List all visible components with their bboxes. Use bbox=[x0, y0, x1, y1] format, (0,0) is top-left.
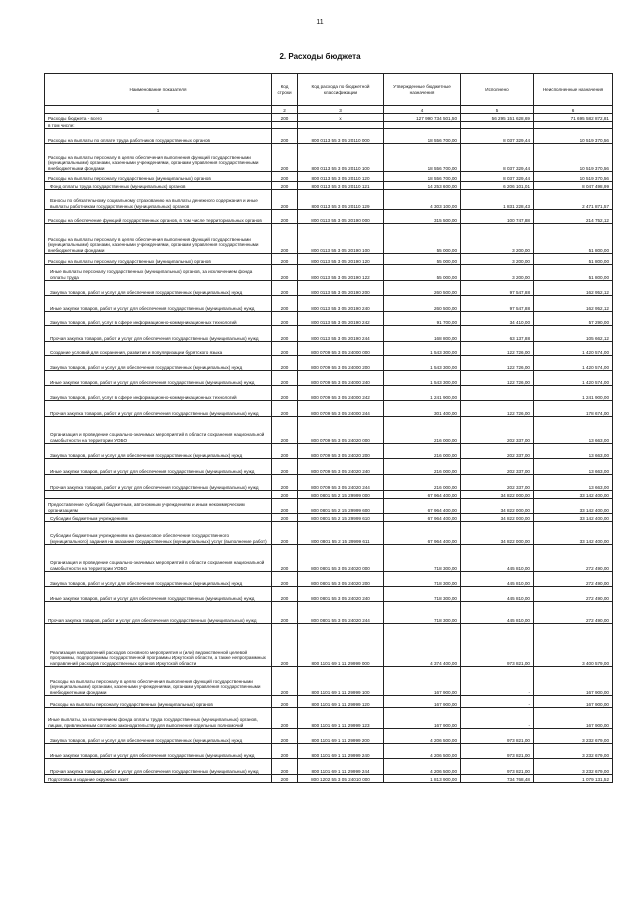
row-kbk-code: 800 0709 55 3 05 24000 244 bbox=[298, 401, 384, 417]
row-approved-amount: 167 900,00 bbox=[384, 696, 461, 708]
table-row bbox=[45, 775, 613, 783]
header-line-code: Код строки bbox=[272, 74, 298, 106]
table-row bbox=[45, 572, 613, 587]
row-executed-amount: 122 726,00 bbox=[461, 342, 534, 356]
table-row bbox=[45, 312, 613, 326]
row-kbk-code bbox=[298, 122, 384, 129]
row-kbk-code: 800 0113 55 3 05 20110 121 bbox=[298, 182, 384, 190]
row-executed-amount: 3 200,00 bbox=[461, 224, 534, 254]
row-executed-amount: 34 822 000,00 bbox=[461, 499, 534, 514]
row-executed-amount: 202 337,00 bbox=[461, 459, 534, 475]
row-line-code: 200 bbox=[272, 296, 298, 312]
row-kbk-code: 800 0801 55 2 15 29999 000 bbox=[298, 491, 384, 499]
row-kbk-code: 800 0113 55 3 05 20190 242 bbox=[298, 312, 384, 326]
row-kbk-code: 800 0113 55 3 05 20190 200 bbox=[298, 281, 384, 296]
row-name: Иные закупки товаров, работ и услуг для обеспечения государственных (муниципальных) нужд bbox=[45, 371, 272, 386]
row-executed-amount: 34 410,00 bbox=[461, 312, 534, 326]
row-name: Иные закупки товаров, работ и услуг для обеспечения государственных (муниципальных) нужд bbox=[45, 459, 272, 475]
row-name: Закупка товаров, работ и услуг для обеспечения государственных (муниципальных) нужд bbox=[45, 281, 272, 296]
row-approved-amount: 1 813 900,00 bbox=[384, 775, 461, 783]
row-unexecuted-amount: 272 490,00 bbox=[534, 545, 613, 572]
row-name: Прочая закупка товаров, работ и услуг для обеспечения государственных (муниципальных) нужд bbox=[45, 475, 272, 491]
row-executed-amount: 8 037 329,44 bbox=[461, 172, 534, 182]
table-row bbox=[45, 708, 613, 729]
table-row bbox=[45, 224, 613, 254]
row-name: Закупка товаров, работ, услуг в сфере информационно-коммуникационных технологий bbox=[45, 386, 272, 401]
row-line-code: 200 bbox=[272, 401, 298, 417]
row-kbk-code: 800 0113 55 3 05 20190 100 bbox=[298, 224, 384, 254]
row-kbk-code: 800 0113 55 3 05 20190 120 bbox=[298, 254, 384, 265]
row-executed-amount: 3 200,00 bbox=[461, 254, 534, 265]
expenses-table bbox=[44, 73, 613, 783]
table-row bbox=[45, 514, 613, 522]
row-name: Расходы на выплаты персоналу государственных (муниципальных) органов bbox=[45, 254, 272, 265]
table-row bbox=[45, 356, 613, 371]
row-unexecuted-amount: 33 142 400,00 bbox=[534, 514, 613, 522]
row-unexecuted-amount bbox=[534, 122, 613, 129]
row-approved-amount: 167 900,00 bbox=[384, 708, 461, 729]
row-unexecuted-amount: 51 800,00 bbox=[534, 224, 613, 254]
row-name: Расходы на обеспечение функций государственных органов, в том числе территориальных органов bbox=[45, 210, 272, 224]
table-row bbox=[45, 459, 613, 475]
row-unexecuted-amount: 3 232 679,00 bbox=[534, 729, 613, 744]
table-row bbox=[45, 475, 613, 491]
page-number: 11 bbox=[316, 19, 324, 26]
row-approved-amount: 216 000,00 bbox=[384, 417, 461, 444]
row-approved-amount: 315 500,00 bbox=[384, 210, 461, 224]
table-row bbox=[45, 190, 613, 210]
table-row bbox=[45, 744, 613, 759]
row-unexecuted-amount: 1 420 574,00 bbox=[534, 371, 613, 386]
row-approved-amount: 55 000,00 bbox=[384, 265, 461, 281]
table-body bbox=[45, 114, 613, 783]
row-name: Закупка товаров, работ и услуг для обеспечения государственных (муниципальных) нужд bbox=[45, 356, 272, 371]
row-unexecuted-amount: 13 663,00 bbox=[534, 459, 613, 475]
row-line-code: 200 bbox=[272, 312, 298, 326]
row-kbk-code: 800 0113 55 3 05 20190 240 bbox=[298, 296, 384, 312]
table-row bbox=[45, 522, 613, 545]
row-line-code: 200 bbox=[272, 572, 298, 587]
table-row bbox=[45, 759, 613, 775]
row-approved-amount: 127 990 734 501,50 bbox=[384, 114, 461, 122]
row-kbk-code: x bbox=[298, 114, 384, 122]
row-name: Прочая закупка товаров, работ и услуг для обеспечения государственных (муниципальных) нужд bbox=[45, 326, 272, 342]
row-name: Закупка товаров, работ и услуг для обеспечения государственных (муниципальных) нужд bbox=[45, 729, 272, 744]
row-name: Иные выплаты персоналу государственных (муниципальных) органов, за исключением фонда оплаты труда bbox=[45, 265, 272, 281]
col-number: 4 bbox=[384, 106, 461, 114]
row-line-code bbox=[272, 122, 298, 129]
row-executed-amount: 34 822 000,00 bbox=[461, 522, 534, 545]
row-name: Фонд оплаты труда государственных (муниципальных) органов bbox=[45, 182, 272, 190]
row-unexecuted-amount: 272 490,00 bbox=[534, 602, 613, 624]
table-row bbox=[45, 417, 613, 444]
row-approved-amount bbox=[384, 122, 461, 129]
table-row bbox=[45, 491, 613, 499]
row-unexecuted-amount: 51 800,00 bbox=[534, 265, 613, 281]
row-name: Закупка товаров, работ и услуг для обеспечения государственных (муниципальных) нужд bbox=[45, 572, 272, 587]
row-line-code: 200 bbox=[272, 210, 298, 224]
row-kbk-code: 800 0113 55 3 05 20190 122 bbox=[298, 265, 384, 281]
row-kbk-code: 800 0709 55 3 05 24000 200 bbox=[298, 356, 384, 371]
row-name: Прочая закупка товаров, работ и услуг для обеспечения государственных (муниципальных) нужд bbox=[45, 759, 272, 775]
row-approved-amount: 1 241 900,00 bbox=[384, 386, 461, 401]
row-unexecuted-amount: 33 142 400,00 bbox=[534, 499, 613, 514]
row-name: Расходы на выплаты персоналу в целях обеспечения выполнения функций государственными (муниципальными) органами, казенными учреждениями, органами управления государственными внебюджетными фондами bbox=[45, 667, 272, 696]
row-executed-amount: 100 747,88 bbox=[461, 210, 534, 224]
row-approved-amount: 55 000,00 bbox=[384, 224, 461, 254]
row-kbk-code: 800 0113 55 3 05 20110 000 bbox=[298, 129, 384, 144]
table-row bbox=[45, 401, 613, 417]
row-name: Иные выплаты, за исключением фонда оплаты труда государственных (муниципальных) органов, лицам, привлекаемым согласно законодательству для выполнения отдельных полномочий bbox=[45, 708, 272, 729]
table-row bbox=[45, 296, 613, 312]
row-unexecuted-amount: 214 752,12 bbox=[534, 210, 613, 224]
row-executed-amount: 973 821,00 bbox=[461, 744, 534, 759]
row-kbk-code: 800 0113 55 3 05 20110 129 bbox=[298, 190, 384, 210]
row-executed-amount: 56 295 151 628,69 bbox=[461, 114, 534, 122]
table-row bbox=[45, 281, 613, 296]
row-executed-amount: 1 831 228,43 bbox=[461, 190, 534, 210]
row-line-code: 200 bbox=[272, 356, 298, 371]
row-line-code: 200 bbox=[272, 708, 298, 729]
row-unexecuted-amount: 105 662,12 bbox=[534, 326, 613, 342]
row-approved-amount: 301 400,00 bbox=[384, 401, 461, 417]
section-title: 2. Расходы бюджета bbox=[279, 52, 361, 61]
row-line-code: 200 bbox=[272, 696, 298, 708]
row-name: Организация и проведение социально-значимых мероприятий в области сохранения национальной самобытности на территории УОБО bbox=[45, 545, 272, 572]
row-kbk-code: 800 1101 69 1 11 29999 240 bbox=[298, 744, 384, 759]
row-line-code: 200 bbox=[272, 514, 298, 522]
row-unexecuted-amount: 10 519 370,56 bbox=[534, 172, 613, 182]
row-unexecuted-amount: 10 519 370,56 bbox=[534, 144, 613, 172]
row-line-code: 200 bbox=[272, 417, 298, 444]
row-unexecuted-amount: 71 695 582 872,81 bbox=[534, 114, 613, 122]
row-kbk-code: 800 1101 69 1 11 29999 000 bbox=[298, 624, 384, 667]
row-line-code: 200 bbox=[272, 744, 298, 759]
col-number: 6 bbox=[534, 106, 613, 114]
row-line-code: 200 bbox=[272, 491, 298, 499]
row-executed-amount: 734 768,48 bbox=[461, 775, 534, 783]
row-kbk-code: 800 0709 55 3 05 24020 000 bbox=[298, 417, 384, 444]
row-approved-amount: 216 000,00 bbox=[384, 475, 461, 491]
row-executed-amount: 97 547,88 bbox=[461, 281, 534, 296]
row-kbk-code: 800 0113 55 3 05 20110 120 bbox=[298, 172, 384, 182]
row-unexecuted-amount: 1 420 574,00 bbox=[534, 356, 613, 371]
row-unexecuted-amount: 1 079 131,52 bbox=[534, 775, 613, 783]
row-line-code: 200 bbox=[272, 602, 298, 624]
row-unexecuted-amount: 13 663,00 bbox=[534, 444, 613, 459]
header-executed: Исполнено bbox=[461, 74, 534, 106]
row-unexecuted-amount: 272 490,00 bbox=[534, 572, 613, 587]
table-row bbox=[45, 499, 613, 514]
row-line-code: 200 bbox=[272, 172, 298, 182]
row-name: Реализация направлений расходов основного мероприятия и (или) ведомственной целевой программы, подпрограммы государственной программы Иркутской области, а также непрограммных направлений расходов государственных органов Иркутской области bbox=[45, 624, 272, 667]
row-kbk-code: 800 0709 55 3 05 24020 244 bbox=[298, 475, 384, 491]
table-row bbox=[45, 144, 613, 172]
row-executed-amount: 122 726,00 bbox=[461, 371, 534, 386]
row-unexecuted-amount: 3 232 679,00 bbox=[534, 744, 613, 759]
row-executed-amount: 122 726,00 bbox=[461, 356, 534, 371]
column-number-row bbox=[45, 106, 613, 114]
row-executed-amount: 445 810,00 bbox=[461, 602, 534, 624]
row-executed-amount: 973 821,00 bbox=[461, 729, 534, 744]
row-executed-amount: 97 547,88 bbox=[461, 296, 534, 312]
row-approved-amount: 718 300,00 bbox=[384, 602, 461, 624]
table-row bbox=[45, 624, 613, 667]
header-unexecuted: Неисполненные назначения bbox=[534, 74, 613, 106]
row-approved-amount: 91 700,00 bbox=[384, 312, 461, 326]
row-unexecuted-amount: 51 800,00 bbox=[534, 254, 613, 265]
row-name: Расходы на выплаты персоналу в целях обеспечения выполнения функций государственными (муниципальными) органами, казенными учреждениями, органами управления государственными внебюджетными фондами bbox=[45, 224, 272, 254]
table-row bbox=[45, 545, 613, 572]
row-name: Иные закупки товаров, работ и услуг для обеспечения государственных (муниципальных) нужд bbox=[45, 587, 272, 602]
table-row bbox=[45, 444, 613, 459]
row-line-code: 200 bbox=[272, 729, 298, 744]
row-approved-amount: 18 556 700,00 bbox=[384, 172, 461, 182]
row-name: Закупка товаров, работ и услуг для обеспечения государственных (муниципальных) нужд bbox=[45, 444, 272, 459]
row-unexecuted-amount: 167 900,00 bbox=[534, 708, 613, 729]
row-executed-amount: 8 037 329,44 bbox=[461, 144, 534, 172]
row-name bbox=[45, 491, 272, 499]
row-kbk-code: 800 1101 69 1 11 29999 200 bbox=[298, 729, 384, 744]
row-line-code: 200 bbox=[272, 129, 298, 144]
row-approved-amount: 55 000,00 bbox=[384, 254, 461, 265]
row-name: Иные закупки товаров, работ и услуг для обеспечения государственных (муниципальных) нужд bbox=[45, 744, 272, 759]
row-kbk-code: 800 0801 55 3 05 24020 000 bbox=[298, 545, 384, 572]
row-line-code: 200 bbox=[272, 190, 298, 210]
row-kbk-code: 800 0801 55 3 05 24020 200 bbox=[298, 572, 384, 587]
table-row bbox=[45, 371, 613, 386]
row-approved-amount: 4 206 500,00 bbox=[384, 744, 461, 759]
row-approved-amount: 67 964 400,00 bbox=[384, 499, 461, 514]
row-approved-amount: 4 303 100,00 bbox=[384, 190, 461, 210]
row-kbk-code: 800 0801 55 3 05 24020 244 bbox=[298, 602, 384, 624]
row-executed-amount: 202 337,00 bbox=[461, 444, 534, 459]
row-kbk-code: 800 0801 55 2 15 29999 610 bbox=[298, 514, 384, 522]
row-approved-amount: 4 206 500,00 bbox=[384, 729, 461, 744]
row-kbk-code: 800 0801 55 2 15 29999 600 bbox=[298, 499, 384, 514]
row-unexecuted-amount: 8 047 498,99 bbox=[534, 182, 613, 190]
row-executed-amount: - bbox=[461, 667, 534, 696]
row-kbk-code: 800 1101 69 1 11 29999 244 bbox=[298, 759, 384, 775]
row-name: Организация и проведение социально-значимых мероприятий в области сохранения национальной самобытности на территории УОБО bbox=[45, 417, 272, 444]
row-kbk-code: 800 0801 55 2 15 29999 611 bbox=[298, 522, 384, 545]
row-unexecuted-amount: 1 420 574,00 bbox=[534, 342, 613, 356]
table-row bbox=[45, 129, 613, 144]
row-unexecuted-amount: 162 952,12 bbox=[534, 281, 613, 296]
row-line-code: 200 bbox=[272, 587, 298, 602]
row-approved-amount: 18 556 700,00 bbox=[384, 129, 461, 144]
row-name: Расходы на выплаты по оплате труда работников государственных органов bbox=[45, 129, 272, 144]
row-unexecuted-amount: 272 490,00 bbox=[534, 587, 613, 602]
row-executed-amount: 6 206 101,01 bbox=[461, 182, 534, 190]
header-kbk: Код расхода по бюджетной классификации bbox=[298, 74, 384, 106]
row-kbk-code: 800 1101 69 1 11 29999 120 bbox=[298, 696, 384, 708]
row-approved-amount: 18 556 700,00 bbox=[384, 144, 461, 172]
row-approved-amount: 1 543 300,00 bbox=[384, 356, 461, 371]
row-line-code: 200 bbox=[272, 265, 298, 281]
row-line-code: 200 bbox=[272, 342, 298, 356]
row-executed-amount bbox=[461, 122, 534, 129]
row-line-code: 200 bbox=[272, 144, 298, 172]
row-line-code: 200 bbox=[272, 459, 298, 475]
row-approved-amount: 14 253 600,00 bbox=[384, 182, 461, 190]
row-unexecuted-amount: 167 900,00 bbox=[534, 696, 613, 708]
row-line-code: 200 bbox=[272, 624, 298, 667]
table-row bbox=[45, 342, 613, 356]
row-unexecuted-amount: 2 471 871,57 bbox=[534, 190, 613, 210]
row-line-code: 200 bbox=[272, 475, 298, 491]
table-row bbox=[45, 172, 613, 182]
row-kbk-code: 800 0709 55 3 05 24020 200 bbox=[298, 444, 384, 459]
row-line-code: 200 bbox=[272, 499, 298, 514]
row-unexecuted-amount: 167 900,00 bbox=[534, 667, 613, 696]
row-unexecuted-amount: 33 142 400,00 bbox=[534, 491, 613, 499]
row-executed-amount: 973 821,00 bbox=[461, 759, 534, 775]
table-row bbox=[45, 729, 613, 744]
row-kbk-code: 800 0709 55 3 05 24020 240 bbox=[298, 459, 384, 475]
row-name: Расходы бюджета - всего bbox=[45, 114, 272, 122]
row-executed-amount: 445 810,00 bbox=[461, 587, 534, 602]
row-executed-amount: 445 810,00 bbox=[461, 545, 534, 572]
row-unexecuted-amount: 57 290,00 bbox=[534, 312, 613, 326]
row-approved-amount: 67 964 400,00 bbox=[384, 522, 461, 545]
col-number: 2 bbox=[272, 106, 298, 114]
row-name: Расходы на выплаты персоналу государственных (муниципальных) органов bbox=[45, 696, 272, 708]
col-number: 3 bbox=[298, 106, 384, 114]
row-executed-amount: 202 337,00 bbox=[461, 475, 534, 491]
row-name: Прочая закупка товаров, работ и услуг для обеспечения государственных (муниципальных) нужд bbox=[45, 401, 272, 417]
col-number: 1 bbox=[45, 106, 272, 114]
row-name: Иные закупки товаров, работ и услуг для обеспечения государственных (муниципальных) нужд bbox=[45, 296, 272, 312]
table-row bbox=[45, 696, 613, 708]
table-row bbox=[45, 587, 613, 602]
row-kbk-code: 800 1101 69 1 11 29999 123 bbox=[298, 708, 384, 729]
row-approved-amount: 4 206 500,00 bbox=[384, 759, 461, 775]
row-executed-amount: 445 810,00 bbox=[461, 572, 534, 587]
row-kbk-code: 800 0113 55 3 05 20190 000 bbox=[298, 210, 384, 224]
row-line-code: 200 bbox=[272, 444, 298, 459]
row-name: Прочая закупка товаров, работ и услуг для обеспечения государственных (муниципальных) нужд bbox=[45, 602, 272, 624]
row-line-code: 200 bbox=[272, 254, 298, 265]
row-executed-amount: 122 726,00 bbox=[461, 401, 534, 417]
row-unexecuted-amount: 1 241 900,00 bbox=[534, 386, 613, 401]
header-name: Наименование показателя bbox=[45, 74, 272, 106]
row-approved-amount: 1 543 300,00 bbox=[384, 342, 461, 356]
row-line-code: 200 bbox=[272, 775, 298, 783]
header-approved: Утвержденные бюджетные назначения bbox=[384, 74, 461, 106]
row-name: Расходы на выплаты персоналу в целях обеспечения выполнения функций государственными (муниципальными) органами, казенными учреждениями, органами управления государственными внебюджетными фондами bbox=[45, 144, 272, 172]
row-executed-amount: 202 337,00 bbox=[461, 417, 534, 444]
row-name: Создание условий для сохранения, развития и популяризации бурятского языка bbox=[45, 342, 272, 356]
row-approved-amount: 718 300,00 bbox=[384, 572, 461, 587]
row-executed-amount: 34 822 000,00 bbox=[461, 514, 534, 522]
row-approved-amount: 4 374 400,00 bbox=[384, 624, 461, 667]
col-number: 5 bbox=[461, 106, 534, 114]
header-row bbox=[45, 74, 613, 106]
row-approved-amount: 216 000,00 bbox=[384, 459, 461, 475]
row-name: в том числе: bbox=[45, 122, 272, 129]
row-approved-amount: 168 800,00 bbox=[384, 326, 461, 342]
row-line-code: 200 bbox=[272, 326, 298, 342]
row-approved-amount: 718 300,00 bbox=[384, 545, 461, 572]
row-unexecuted-amount: 3 400 579,00 bbox=[534, 624, 613, 667]
table-row bbox=[45, 667, 613, 696]
row-line-code: 200 bbox=[272, 386, 298, 401]
row-kbk-code: 800 0709 55 3 05 24000 242 bbox=[298, 386, 384, 401]
row-executed-amount: 973 821,00 bbox=[461, 624, 534, 667]
row-executed-amount: - bbox=[461, 708, 534, 729]
row-kbk-code: 800 1101 69 1 11 29999 100 bbox=[298, 667, 384, 696]
row-unexecuted-amount: 13 663,00 bbox=[534, 417, 613, 444]
row-kbk-code: 800 0709 55 3 05 24000 240 bbox=[298, 371, 384, 386]
row-executed-amount: 8 037 329,44 bbox=[461, 129, 534, 144]
row-line-code: 200 bbox=[272, 114, 298, 122]
table-row bbox=[45, 326, 613, 342]
row-line-code: 200 bbox=[272, 224, 298, 254]
row-approved-amount: 1 543 300,00 bbox=[384, 371, 461, 386]
row-kbk-code: 800 1202 55 3 05 24010 000 bbox=[298, 775, 384, 783]
row-approved-amount: 718 300,00 bbox=[384, 587, 461, 602]
row-line-code: 200 bbox=[272, 371, 298, 386]
row-unexecuted-amount: 178 674,00 bbox=[534, 401, 613, 417]
row-line-code: 200 bbox=[272, 281, 298, 296]
row-name: Подготовка и издание окружных газет bbox=[45, 775, 272, 783]
row-name: Закупка товаров, работ, услуг в сфере информационно-коммуникационных технологий bbox=[45, 312, 272, 326]
row-executed-amount: 34 822 000,00 bbox=[461, 491, 534, 499]
row-executed-amount: - bbox=[461, 696, 534, 708]
row-name: Взносы по обязательному социальному страхованию на выплаты денежного содержания и иные выплаты работникам государственных (муниципальных) органов bbox=[45, 190, 272, 210]
row-unexecuted-amount: 33 142 400,00 bbox=[534, 522, 613, 545]
table-row bbox=[45, 182, 613, 190]
row-approved-amount: 260 500,00 bbox=[384, 281, 461, 296]
row-unexecuted-amount: 162 952,12 bbox=[534, 296, 613, 312]
row-name: Субсидии бюджетным учреждениям на финансовое обеспечение государственного (муниципального) задания на оказание государственных (муниципальных) услуг (выполнение работ) bbox=[45, 522, 272, 545]
row-executed-amount: 3 200,00 bbox=[461, 265, 534, 281]
table-row bbox=[45, 254, 613, 265]
table-row bbox=[45, 122, 613, 129]
row-line-code: 200 bbox=[272, 759, 298, 775]
row-name: Субсидии бюджетным учреждениям bbox=[45, 514, 272, 522]
row-unexecuted-amount: 13 663,00 bbox=[534, 475, 613, 491]
table-row bbox=[45, 602, 613, 624]
row-unexecuted-amount: 3 232 679,00 bbox=[534, 759, 613, 775]
row-name: Расходы на выплаты персоналу государственных (муниципальных) органов bbox=[45, 172, 272, 182]
row-kbk-code: 800 0801 55 3 05 24020 240 bbox=[298, 587, 384, 602]
row-kbk-code: 800 0709 55 3 05 24000 000 bbox=[298, 342, 384, 356]
row-name: Предоставление субсидий бюджетным, автономным учреждениям и иным некоммерческим организациям bbox=[45, 499, 272, 514]
row-approved-amount: 167 900,00 bbox=[384, 667, 461, 696]
table-row bbox=[45, 386, 613, 401]
row-approved-amount: 67 964 400,00 bbox=[384, 514, 461, 522]
row-kbk-code: 800 0113 55 3 05 20110 100 bbox=[298, 144, 384, 172]
row-line-code: 200 bbox=[272, 522, 298, 545]
row-line-code: 200 bbox=[272, 667, 298, 696]
row-line-code: 200 bbox=[272, 182, 298, 190]
row-approved-amount: 216 000,00 bbox=[384, 444, 461, 459]
row-approved-amount: 67 964 400,00 bbox=[384, 491, 461, 499]
row-approved-amount: 260 500,00 bbox=[384, 296, 461, 312]
row-line-code: 200 bbox=[272, 545, 298, 572]
row-executed-amount bbox=[461, 386, 534, 401]
table-row bbox=[45, 265, 613, 281]
row-kbk-code: 800 0113 55 3 05 20190 244 bbox=[298, 326, 384, 342]
table-row bbox=[45, 114, 613, 122]
table-row bbox=[45, 210, 613, 224]
row-executed-amount: 63 137,88 bbox=[461, 326, 534, 342]
row-unexecuted-amount: 10 519 370,56 bbox=[534, 129, 613, 144]
